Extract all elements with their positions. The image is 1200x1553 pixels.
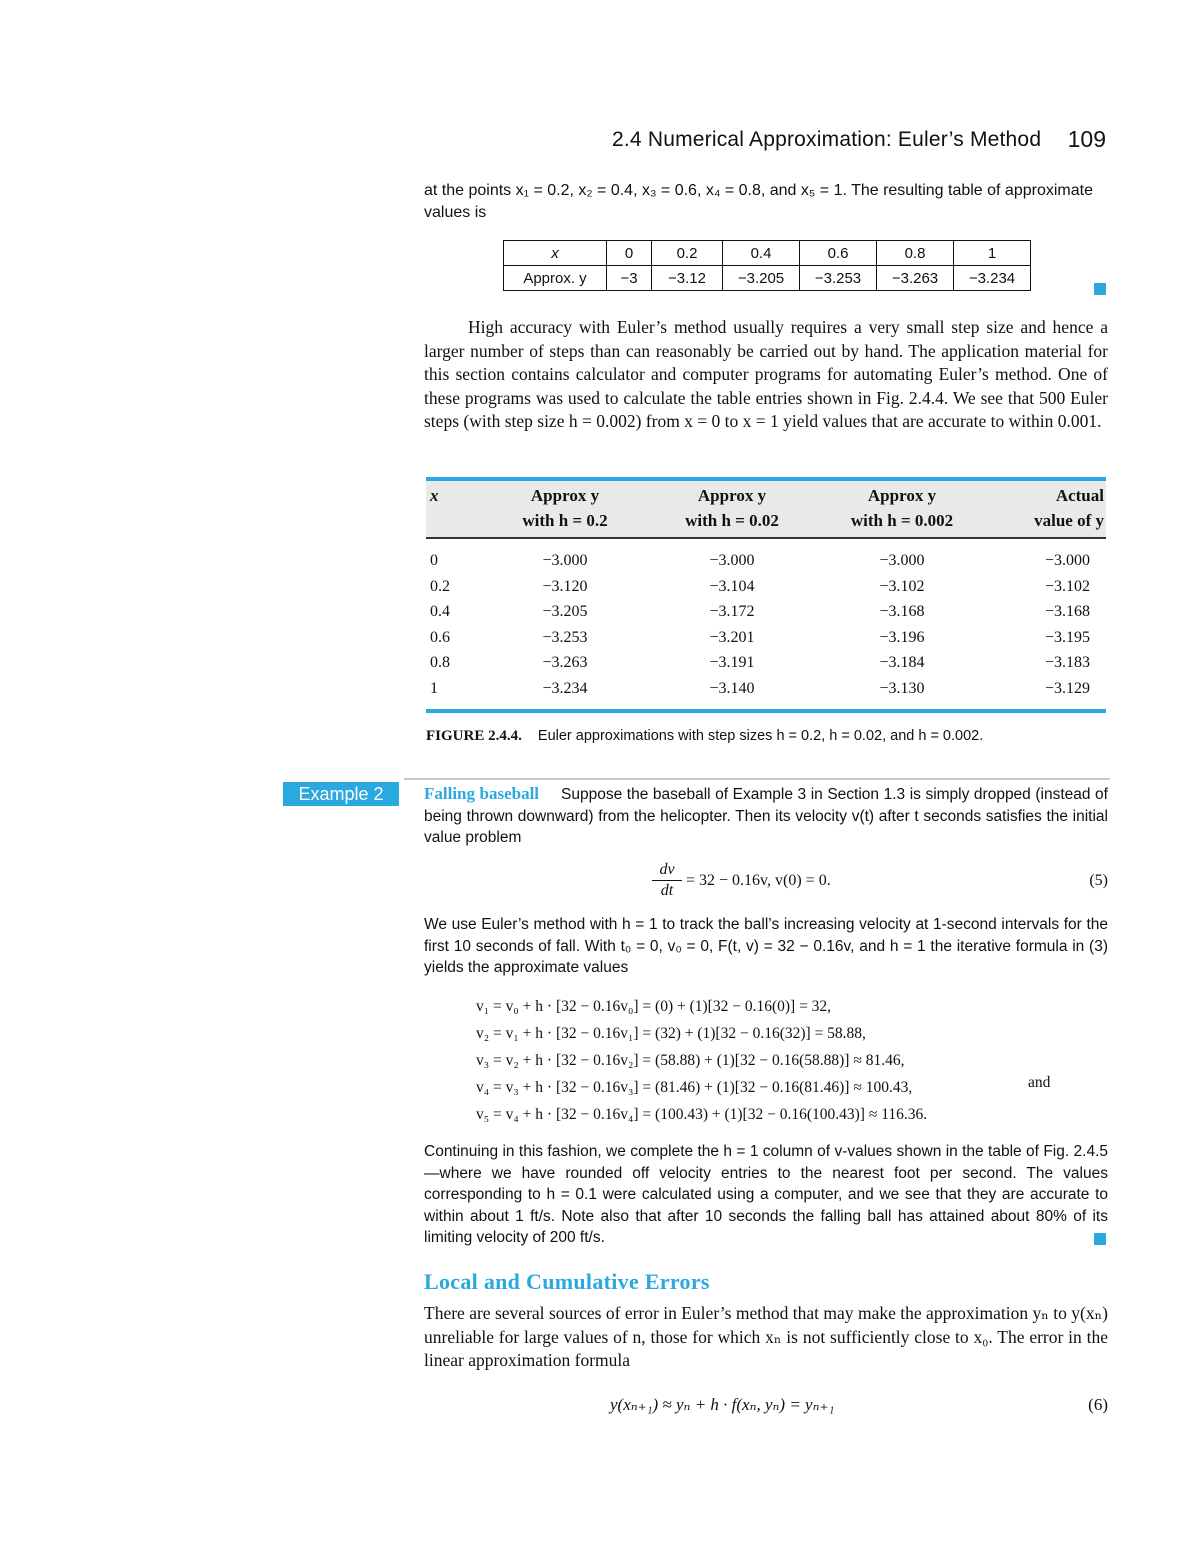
example-label: Example 2 bbox=[283, 782, 399, 806]
table-cell: −3.102 bbox=[879, 577, 925, 595]
table-cell: −3.172 bbox=[709, 603, 755, 621]
table-cell: −3.000 bbox=[709, 552, 755, 569]
table-cell: 0 bbox=[607, 241, 652, 266]
figure-header-rule bbox=[426, 537, 1106, 539]
table-cell: −3.168 bbox=[1044, 603, 1090, 621]
table-cell: −3.253 bbox=[542, 628, 588, 646]
table-cell: 0.8 bbox=[877, 241, 954, 266]
equation-6-number: (6) bbox=[1088, 1395, 1108, 1414]
figure-caption bbox=[426, 728, 983, 745]
euler-iteration-paragraph: We use Euler’s method with h = 1 to track the ball’s increasing velocity at 1-second intervals for the first 10 seconds of fall. With t₀ = 0, v₀ = 0, F(t, v) = 32 − 0.16v, and h = 1 the iterative formula in (3) yields the approximate values bbox=[424, 916, 1108, 976]
column-header-h0002: Approx y with h = 0.002 bbox=[850, 486, 954, 530]
table-cell: 0.4 bbox=[430, 603, 450, 621]
table-cell: −3.196 bbox=[879, 628, 925, 646]
continuing-paragraph: Continuing in this fashion, we complete the h = 1 column of v-values shown in the table of Fig. 2.4.5—where we have rounded off velocity entries to the nearest foot per second. The values corresponding to h = 0.1 were calculated using a computer, and we see that they are accurate to within about 1 ft/s. Note also that after 10 seconds the falling ball has attained about 80% of its limiting velocity of 200 ft/s. bbox=[424, 1143, 1108, 1246]
table-cell: 1 bbox=[954, 241, 1031, 266]
table-cell: 1 bbox=[430, 680, 438, 697]
table-cell: −3.120 bbox=[542, 577, 588, 595]
column-header-x: x bbox=[430, 486, 439, 505]
intro-paragraph: at the points x₁ = 0.2, x₂ = 0.4, x₃ = 0.6, x₄ = 0.8, and x₅ = 1. The resulting table of approximate values is bbox=[424, 182, 1093, 221]
table-cell: −3 bbox=[607, 266, 652, 291]
figure-caption-label: FIGURE 2.4.4. bbox=[426, 728, 522, 744]
table-cell: −3.000 bbox=[1044, 552, 1090, 569]
column-header-h02: Approx y with h = 0.2 bbox=[522, 486, 608, 530]
table-cell: −3.104 bbox=[709, 577, 755, 595]
section-title: Local and Cumulative Errors bbox=[424, 1269, 710, 1294]
row-label-approx-y: Approx. y bbox=[504, 266, 607, 291]
table-cell: −3.201 bbox=[709, 628, 755, 646]
table-cell: −3.129 bbox=[1044, 680, 1090, 697]
table-cell: −3.253 bbox=[800, 266, 877, 291]
table-cell: −3.12 bbox=[652, 266, 723, 291]
table-cell: −3.102 bbox=[1044, 577, 1090, 595]
table-cell: 0.2 bbox=[430, 577, 450, 595]
equation-5-fraction: dv dt bbox=[652, 860, 682, 901]
euler-step: v₁ = v₀ + h · [32 − 0.16v₀] = (0) + (1)[32 − 0.16(0)] = 32, bbox=[476, 998, 832, 1015]
page-number: 109 bbox=[1067, 126, 1106, 152]
table-cell: −3.184 bbox=[879, 654, 925, 672]
table-cell: 0 bbox=[430, 552, 438, 569]
euler-step: v₂ = v₁ + h · [32 − 0.16v₁] = (32) + (1)[32 − 0.16(32)] = 58.88, bbox=[476, 1025, 866, 1042]
table-cell: −3.140 bbox=[709, 680, 755, 697]
equation-5-rhs: = 32 − 0.16v, v(0) = 0. bbox=[686, 872, 831, 889]
end-of-example-marker bbox=[1094, 1233, 1106, 1245]
column-header-actual: Actual value of y bbox=[1034, 486, 1104, 530]
running-header-title: 2.4 Numerical Approximation: Euler’s Method bbox=[612, 128, 1042, 151]
example-rule bbox=[404, 778, 1110, 780]
equation-5-number: (5) bbox=[1089, 872, 1108, 889]
table-cell: 0.6 bbox=[800, 241, 877, 266]
table-cell: −3.195 bbox=[1044, 628, 1090, 646]
table-cell: −3.168 bbox=[879, 603, 925, 621]
end-of-example-marker bbox=[1094, 283, 1106, 295]
table-cell: 0.6 bbox=[430, 628, 450, 646]
table-cell: 0.8 bbox=[430, 654, 450, 672]
table-cell: −3.263 bbox=[877, 266, 954, 291]
euler-step: v₅ = v₄ + h · [32 − 0.16v₄] = (100.43) + (1)[32 − 0.16(100.43)] ≈ 116.36. bbox=[476, 1106, 928, 1123]
table-cell: −3.130 bbox=[879, 680, 925, 697]
figure-bottom-rule bbox=[426, 709, 1106, 713]
table-cell: 0.4 bbox=[723, 241, 800, 266]
table-cell: −3.000 bbox=[542, 552, 588, 569]
example-title: Falling baseball bbox=[424, 784, 540, 803]
table-cell: −3.000 bbox=[879, 552, 925, 569]
table-cell: −3.234 bbox=[542, 680, 588, 697]
approx-values-table bbox=[503, 240, 1031, 291]
section-paragraph: There are several sources of error in Euler’s method that may make the approximation yₙ to y(xₙ) unreliable for large values of n, those for which xₙ is not sufficiently close to x₀. The error in the linear approximation formula bbox=[424, 1303, 1108, 1370]
row-label-x: x bbox=[504, 241, 607, 266]
figure-caption-text: Euler approximations with step sizes h = 0.2, h = 0.02, and h = 0.002. bbox=[537, 728, 984, 744]
table-cell: −3.205 bbox=[723, 266, 800, 291]
euler-step: v₃ = v₂ + h · [32 − 0.16v₂] = (58.88) + (1)[32 − 0.16(58.88)] ≈ 81.46, bbox=[476, 1052, 905, 1069]
table-cell: −3.191 bbox=[709, 654, 755, 672]
table-cell: −3.234 bbox=[954, 266, 1031, 291]
table-row bbox=[504, 241, 1031, 266]
accuracy-paragraph: High accuracy with Euler’s method usually requires a very small step size and hence a larger number of steps than can reasonably be carried out by hand. The application material for this section contains calculator and computer programs for automating Euler’s method. One of these programs was used to calculate the table entries shown in Fig. 2.4.4. We see that 500 Euler steps (with step size h = 0.002) from x = 0 to x = 1 yield values that are accurate to within 0.001. bbox=[424, 317, 1108, 431]
column-header-h002: Approx y with h = 0.02 bbox=[685, 486, 779, 530]
table-row bbox=[504, 266, 1031, 291]
equation-6: y(xₙ₊₁) ≈ yₙ + h · f(xₙ, yₙ) = yₙ₊₁ bbox=[610, 1395, 835, 1414]
example-paragraph: Falling baseball Suppose the baseball of Example 3 in Section 1.3 is simply dropped (instead of being thrown downward) from the helicopter. Then its velocity v(t) after t seconds satisfies the initial value problem bbox=[424, 784, 1108, 846]
table-cell: −3.183 bbox=[1044, 654, 1090, 672]
table-cell: 0.2 bbox=[652, 241, 723, 266]
euler-steps-and: and bbox=[1028, 1074, 1051, 1091]
table-cell: −3.263 bbox=[542, 654, 588, 672]
euler-steps bbox=[476, 993, 927, 1128]
euler-step: v₄ = v₃ + h · [32 − 0.16v₃] = (81.46) + (1)[32 − 0.16(81.46)] ≈ 100.43, bbox=[476, 1079, 913, 1096]
table-cell: −3.205 bbox=[542, 603, 588, 621]
